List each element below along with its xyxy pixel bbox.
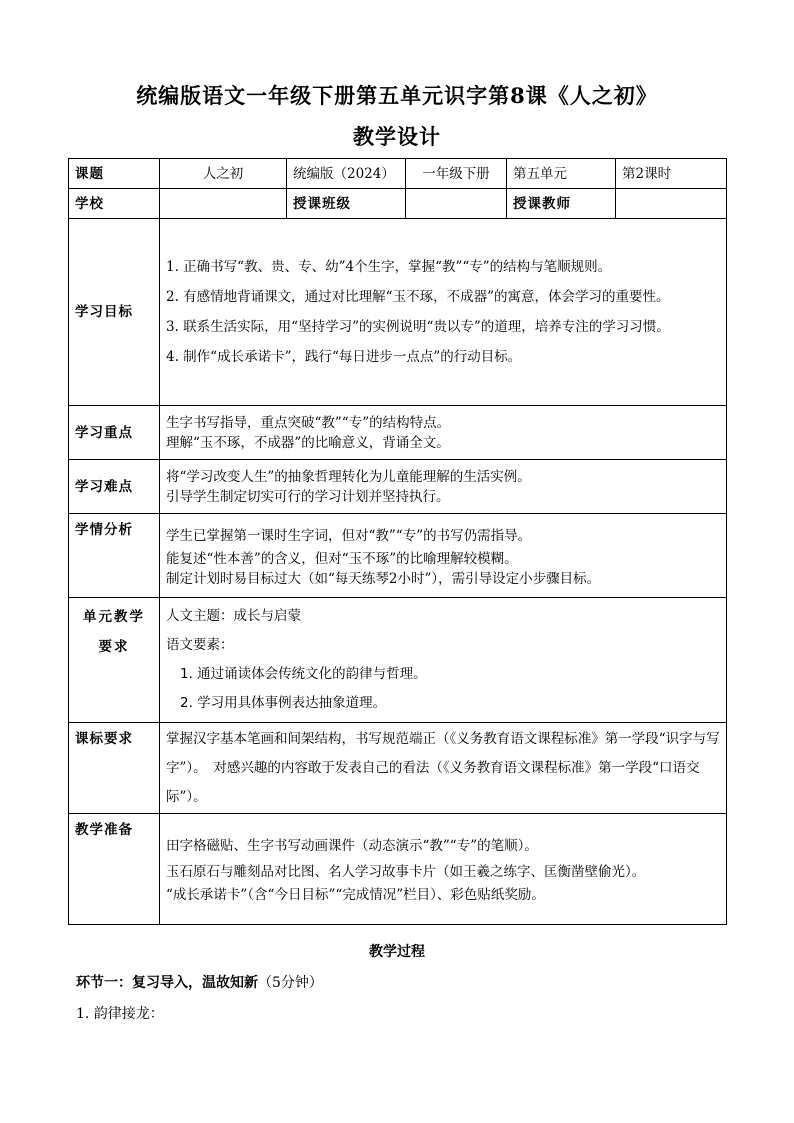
- prep-row: [69, 814, 727, 925]
- unit-requirements-label-line2: 要求: [98, 639, 130, 655]
- key-points-content: [160, 406, 727, 460]
- objective-item: 1. 正确书写“教、贵、专、幼”4个生字，掌握“教”“专”的结构与笔顺规则。: [166, 259, 612, 275]
- lesson-plan-table: [68, 158, 727, 925]
- document-subtitle: 教学设计: [353, 124, 441, 149]
- analysis-label: 学情分析: [69, 514, 160, 598]
- prep-item: 田字格磁贴、生字书写动画课件（动态演示“教”“专”的笔顺）。: [166, 838, 538, 854]
- difficulties-content: [160, 460, 727, 514]
- step-title: 环节一：复习导入，温故知新: [76, 975, 258, 991]
- unit-requirements-label-line1: 单元教学: [83, 609, 145, 625]
- difficulties-row: [69, 460, 727, 514]
- school-value: [160, 189, 287, 219]
- school-label: 学校: [69, 189, 160, 219]
- key-point-item: 理解“玉不琢，不成器”的比喻意义，背诵全文。: [166, 434, 450, 451]
- difficulty-item: 将“学习改变人生”的抽象哲理转化为儿童能理解的生活实例。: [166, 468, 531, 485]
- standards-row: [69, 723, 727, 814]
- class-value: [406, 189, 507, 219]
- objective-item: 3. 联系生活实际，用“坚持学习”的实例说明“贵以专”的道理，培养专注的学习习惯。: [166, 319, 670, 335]
- difficulty-item: 引导学生制定切实可行的学习计划并坚持执行。: [166, 488, 450, 505]
- key-point-item: 生字书写指导，重点突破“教”“专”的结构特点。: [166, 414, 451, 431]
- teacher-value: [616, 189, 727, 219]
- prep-item: 玉石原石与雕刻品对比图、名人学习故事卡片（如王羲之练字、匡衡凿壁偷光）。: [166, 864, 646, 880]
- objectives-row: [69, 219, 727, 406]
- objective-item: 2. 有感情地背诵课文，通过对比理解“玉不琢，不成器”的寓意，体会学习的重要性。: [166, 289, 670, 305]
- header-row: [69, 159, 727, 189]
- standards-text: 掌握汉字基本笔画和间架结构，书写规范端正（《义务教育语文课程标准》第一学段“识字与写字”）。 对感兴趣的内容敢于发表自己的看法（《义务教育语文课程标准》第一学段“口语交际”）。: [166, 730, 720, 805]
- objective-item: 4. 制作“成长承诺卡”，践行“每日进步一点点”的行动目标。: [166, 349, 522, 365]
- analysis-item: 学生已掌握第一课时生字词，但对“教”“专”的书写仍需指导。: [166, 527, 532, 544]
- class-label: 授课班级: [287, 189, 406, 219]
- prep-label: 教学准备: [69, 814, 160, 925]
- grade: 一年级下册: [406, 159, 507, 189]
- analysis-item: 制定计划时易目标过大（如“每天练琴2小时”），需引导设定小步骤目标。: [166, 570, 601, 587]
- teacher-label: 授课教师: [507, 189, 616, 219]
- edition: 统编版（2024）: [287, 159, 406, 189]
- analysis-item: 能复述“性本善”的含义，但对“玉不琢”的比喻理解较模糊。: [166, 550, 518, 567]
- topic-label: 课题: [69, 159, 160, 189]
- unit-element-item: 1. 通过诵读体会传统文化的韵律与哲理。: [180, 666, 427, 682]
- prep-item: “成长承诺卡”（含“今日目标”“完成情况”栏目）、彩色贴纸奖励。: [166, 887, 545, 903]
- unit-element-item: 2. 学习用具体事例表达抽象道理。: [180, 695, 387, 711]
- standards-content: [160, 723, 727, 814]
- key-points-label: 学习重点: [69, 406, 160, 460]
- school-row: [69, 189, 727, 219]
- standards-label: 课标要求: [69, 723, 160, 814]
- step-time: （5分钟）: [258, 975, 323, 991]
- unit-theme: 人文主题：成长与启蒙: [166, 608, 301, 624]
- lesson-name: 人之初: [160, 159, 287, 189]
- unit-elements-label: 语文要素：: [166, 637, 234, 653]
- unit-requirements-label: [69, 598, 160, 723]
- difficulties-label: 学习难点: [69, 460, 160, 514]
- unit: 第五单元: [507, 159, 616, 189]
- step-item: 1. 韵律接龙：: [76, 1006, 164, 1022]
- unit-requirements-content: [160, 598, 727, 723]
- objectives-label: 学习目标: [69, 219, 160, 406]
- document-title: 统编版语文一年级下册第五单元识字第8课《人之初》: [136, 83, 658, 108]
- step-heading: [76, 972, 323, 992]
- analysis-row: [69, 514, 727, 598]
- period: 第2课时: [616, 159, 727, 189]
- key-points-row: [69, 406, 727, 460]
- analysis-content: [160, 514, 727, 598]
- unit-requirements-row: [69, 598, 727, 723]
- process-title: 教学过程: [369, 944, 425, 960]
- objectives-content: [160, 219, 727, 406]
- prep-content: [160, 814, 727, 925]
